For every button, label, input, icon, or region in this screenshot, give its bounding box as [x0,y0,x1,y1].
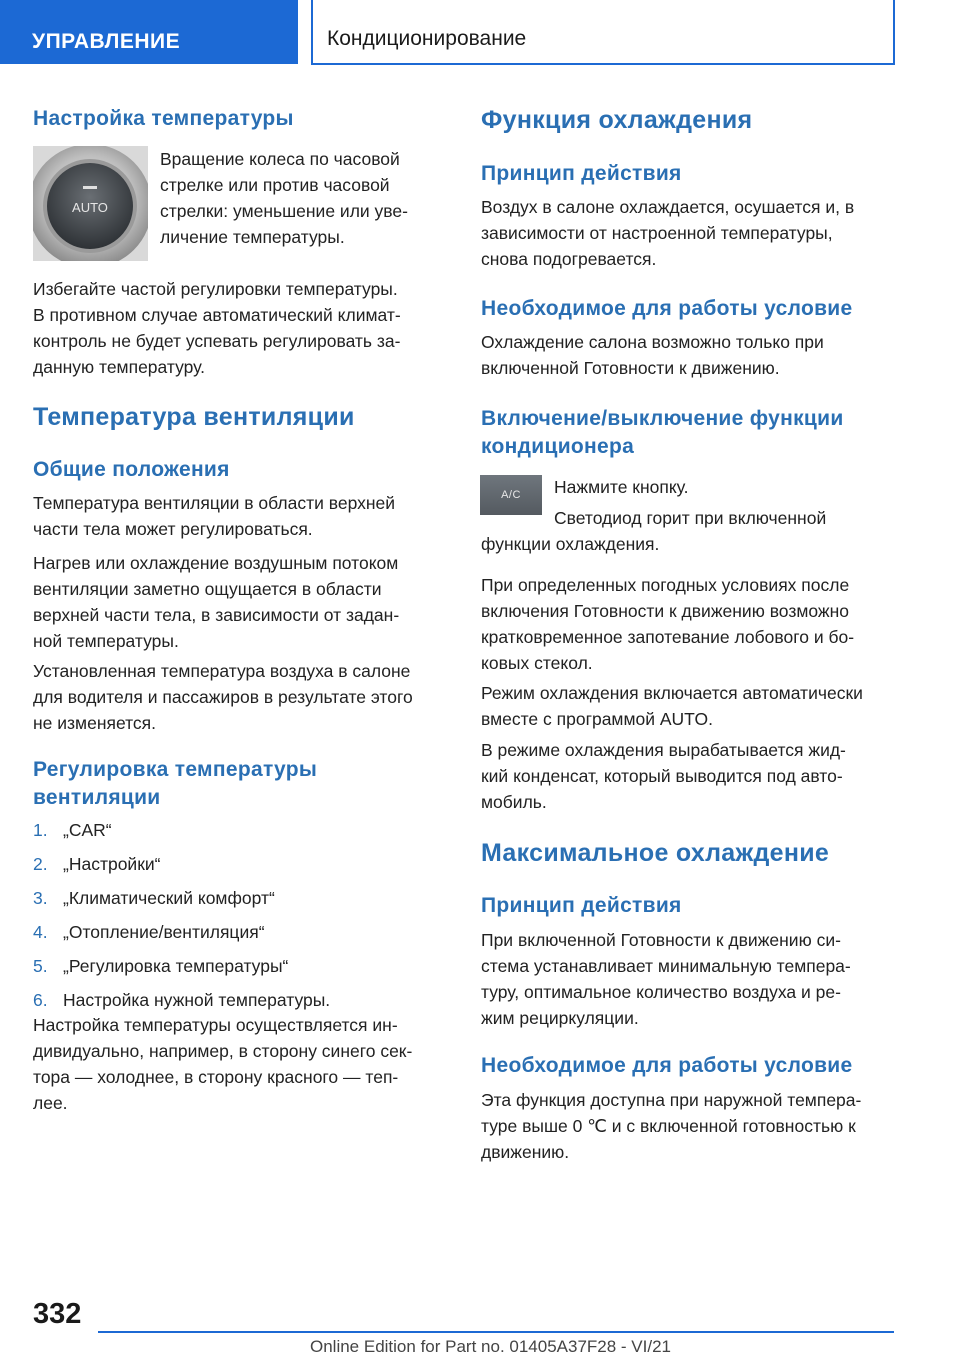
header-underline [311,63,895,65]
list-item: 6. Настройка нужной температуры. [33,990,331,1010]
principle-heading: Принцип действия [481,162,682,185]
conditions-paragraph: Охлаждение салона возможно только при включенной Готовности к движению. [481,332,824,378]
list-item: 4. „Отопление/вентиляция“ [33,922,265,942]
knob-description: Вращение колеса по часовой стрелке или против часовой стрелки: уменьшение или уве- личение температуры. [160,149,408,247]
max-principle-heading: Принцип действия [481,894,682,917]
vent-reg-paragraph: Настройка температуры осуществляется ин- дивидуально, например, в сторону синего сек- тора — холоднее, в сторону красного — теп- лее. [33,1015,413,1113]
onoff-heading: Включение/выключение функции кондиционера [481,407,844,458]
header-divider-right [893,0,895,64]
general-paragraph-1: Температура вентиляции в области верхней части тела может регулироваться. [33,493,396,539]
max-conditions-paragraph: Эта функция доступна при наружной темпера- туре выше 0 ℃ и с включенной готовностью к движению. [481,1090,862,1162]
chapter-title: Кондиционирование [327,27,527,50]
led-text-line-2: функции охлаждения. [481,534,660,554]
knob-auto-label: AUTO [72,200,108,215]
page-number: 332 [33,1298,82,1330]
conditions-heading: Необходимое для работы условие [481,297,853,320]
cooling-heading: Функция охлаждения [481,106,753,134]
max-cooling-heading: Максимальное охлаждение [481,839,830,867]
list-item: 1. „CAR“ [33,820,112,840]
principle-paragraph: Воздух в салоне охлаждается, осушается и, в зависимости от настроенной температуры, снова подогревается. [481,197,855,269]
auto-paragraph: Режим охлаждения включается автоматически вместе с программой AUTO. [481,683,863,729]
led-text-line-1: Светодиод горит при включенной [554,508,827,528]
general-heading: Общие положения [33,458,230,481]
vent-temp-heading: Температура вентиляции [33,403,355,431]
list-item: 5. „Регулировка температуры“ [33,956,289,976]
ac-button-image: A/C [480,475,542,515]
max-conditions-heading: Необходимое для работы условие [481,1054,853,1077]
vent-reg-heading: Регулировка температуры вентиляции [33,758,318,809]
press-button-text: Нажмите кнопку. [554,477,689,497]
max-principle-paragraph: При включенной Готовности к движению си- стема устанавливает минимальную темпера- туру, оптимальное количество воздуха и ре- жим рециркуляции. [481,930,851,1028]
temp-setting-heading: Настройка температуры [33,107,294,130]
footer-rule [98,1331,894,1333]
general-paragraph-2: Нагрев или охлаждение воздушным потоком вентиляции заметно ощущается в области верхней части тела, в зависимости от задан- ной температуры. [33,553,400,651]
general-paragraph-3: Установленная температура воздуха в салоне для водителя и пассажиров в результате этого не изменяется. [33,661,413,733]
temperature-knob-image [33,146,148,261]
fog-paragraph: При определенных погодных условиях после включения Готовности к движению возможно кратковременное запотевание лобового и бо- ковых стекол. [481,575,855,673]
list-item: 2. „Настройки“ [33,854,161,874]
steps-list [33,817,453,1021]
condensate-paragraph: В режиме охлаждения вырабатывается жид- кий конденсат, который выводится под авто- мобиль. [481,740,846,812]
avoid-adjust-paragraph: Избегайте частой регулировки температуры. В противном случае автоматический климат- контроль не будет успевать регулировать за- данную температуру. [33,279,401,377]
header-divider-left [311,0,313,64]
edition-text: Online Edition for Part no. 01405A37F28 - VI/21 [310,1337,672,1356]
list-item: 3. „Климатический комфорт“ [33,888,275,908]
section-tab: УПРАВЛЕНИЕ [0,0,298,64]
